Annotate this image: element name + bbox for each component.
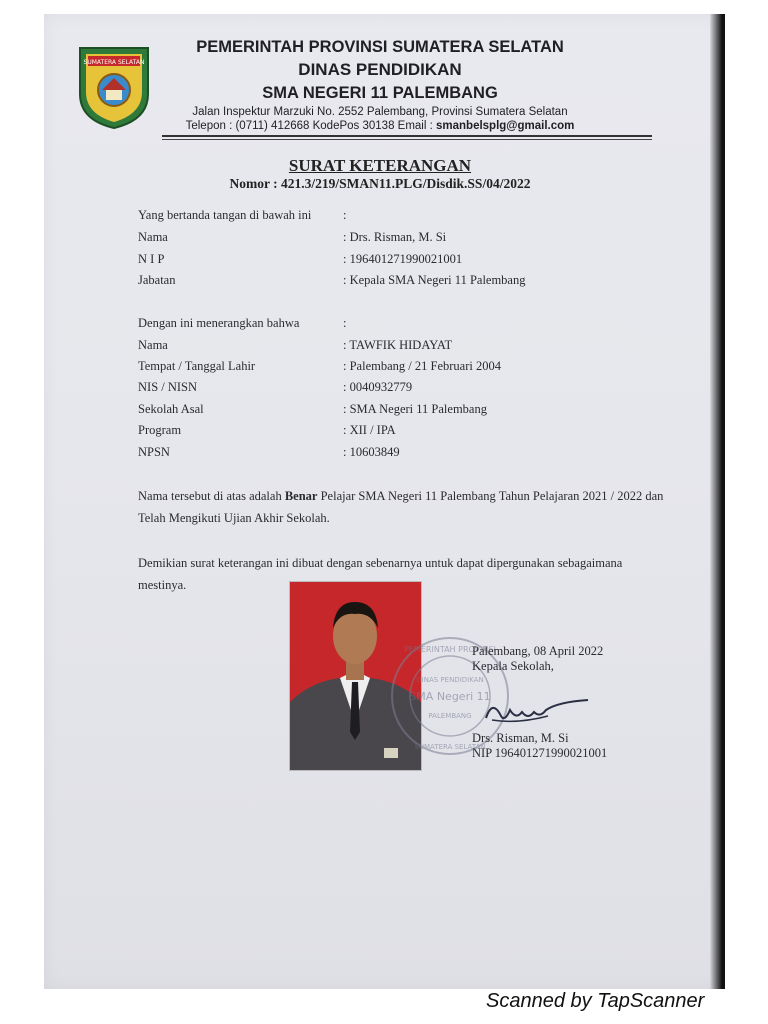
sign-place-date: Palembang, 08 April 2022 bbox=[472, 644, 604, 658]
stamp-line2: SMA Negeri 11 bbox=[409, 690, 491, 703]
signer-position-row bbox=[138, 273, 525, 288]
letterhead-divider-thin bbox=[162, 139, 652, 140]
field-label: Nama bbox=[138, 338, 168, 352]
signer-intro bbox=[138, 208, 346, 223]
student-nis-row bbox=[138, 380, 412, 395]
statement-text-start: Nama tersebut di atas adalah bbox=[138, 489, 285, 503]
field-value: : bbox=[343, 208, 347, 222]
student-npsn-row bbox=[138, 445, 400, 460]
scanner-watermark: Scanned by TapScanner bbox=[486, 990, 705, 1012]
document-number: Nomor : 421.3/219/SMAN11.PLG/Disdik.SS/04/2022 bbox=[229, 176, 531, 191]
field-label: Yang bertanda tangan di bawah ini bbox=[138, 208, 312, 222]
page-edge-shadow bbox=[710, 14, 725, 989]
field-label: Tempat / Tanggal Lahir bbox=[138, 359, 256, 373]
letterhead-school: SMA NEGERI 11 PALEMBANG bbox=[262, 84, 498, 102]
field-label: Nama bbox=[138, 230, 168, 244]
province-emblem-logo bbox=[74, 42, 154, 130]
field-label: Dengan ini menerangkan bahwa bbox=[138, 316, 300, 330]
letterhead-contact bbox=[150, 120, 610, 132]
statement-text-end: Pelajar SMA Negeri 11 Palembang Tahun Pelajaran 2021 / 2022 dan Telah Mengikuti Ujian Akhir Sekolah. bbox=[138, 489, 664, 525]
letterhead-divider bbox=[162, 135, 652, 137]
sign-position: Kepala Sekolah, bbox=[472, 659, 554, 673]
signer-nip: NIP 196401271990021001 bbox=[472, 746, 608, 760]
letterhead-address: Jalan Inspektur Marzuki No. 2552 Palembang, Provinsi Sumatera Selatan bbox=[192, 106, 568, 118]
field-value: : Palembang / 21 Februari 2004 bbox=[343, 359, 501, 373]
document-title: SURAT KETERANGAN bbox=[288, 156, 472, 175]
signer-name-row bbox=[138, 230, 446, 245]
contact-email: smanbelsplg@gmail.com bbox=[436, 120, 575, 132]
field-label: Sekolah Asal bbox=[138, 402, 204, 416]
field-label: Program bbox=[138, 423, 182, 437]
signer-nip-row bbox=[138, 252, 462, 267]
field-label: NIS / NISN bbox=[138, 380, 198, 394]
field-value: : SMA Negeri 11 Palembang bbox=[343, 402, 487, 416]
student-intro bbox=[138, 316, 346, 331]
logo-text: SUMATERA SELATAN bbox=[83, 59, 145, 66]
letterhead-government: PEMERINTAH PROVINSI SUMATERA SELATAN bbox=[196, 38, 564, 56]
stamp-line3: PALEMBANG bbox=[428, 712, 472, 720]
field-value: : 0040932779 bbox=[343, 380, 413, 394]
letterhead-department: DINAS PENDIDIKAN bbox=[298, 60, 462, 79]
statement-bold: Benar bbox=[284, 489, 318, 503]
student-school-row bbox=[138, 402, 487, 417]
field-value: : 10603849 bbox=[343, 445, 400, 459]
field-value: : TAWFIK HIDAYAT bbox=[343, 338, 453, 352]
field-value: : Drs. Risman, M. Si bbox=[343, 230, 447, 244]
stamp-line1: DINAS PENDIDIKAN bbox=[416, 676, 484, 684]
field-label: N I P bbox=[138, 252, 165, 266]
handwritten-signature bbox=[478, 690, 593, 730]
student-name-row bbox=[138, 338, 452, 353]
stamp-top-text: PEMERINTAH PROVINSI bbox=[404, 645, 496, 654]
field-value: : 196401271990021001 bbox=[343, 252, 463, 266]
field-value: : XII / IPA bbox=[343, 423, 396, 437]
statement-paragraph bbox=[138, 485, 668, 529]
field-value: : bbox=[343, 316, 347, 330]
field-value: : Kepala SMA Negeri 11 Palembang bbox=[343, 273, 526, 287]
contact-info: Telepon : (0711) 412668 KodePos 30138 Email : bbox=[185, 120, 436, 132]
student-birth-row bbox=[138, 359, 501, 374]
field-label: Jabatan bbox=[138, 273, 176, 287]
signer-name: Drs. Risman, M. Si bbox=[472, 731, 569, 745]
field-label: NPSN bbox=[138, 445, 170, 459]
stamp-bottom-text: SUMATERA SELATAN bbox=[414, 743, 486, 751]
closing-paragraph: Demikian surat keterangan ini dibuat dengan sebenarnya untuk dapat dipergunakan sebagaimana mestinya. bbox=[138, 556, 623, 592]
student-program-row bbox=[138, 423, 396, 438]
